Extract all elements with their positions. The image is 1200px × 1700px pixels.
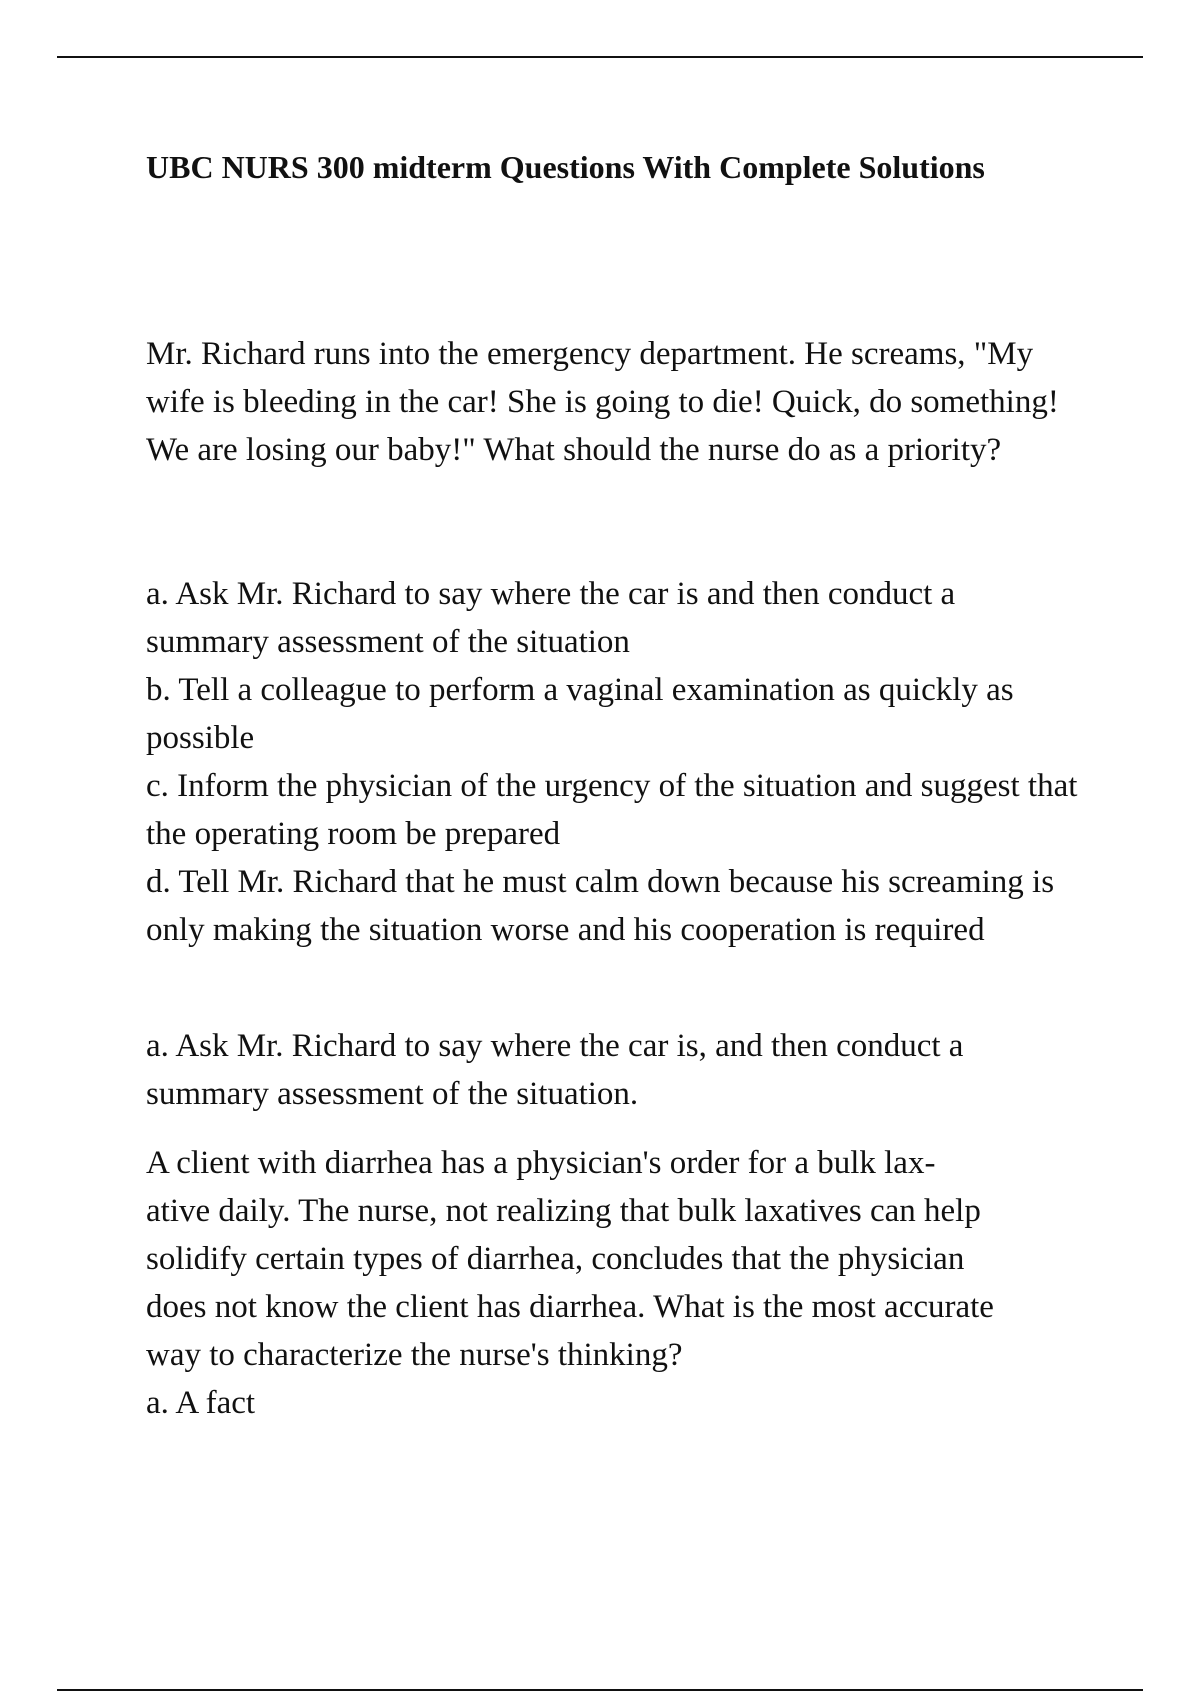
question-1-option-a: a. Ask Mr. Richard to say where the car is and then conduct a summary assessment of the situation xyxy=(146,576,956,660)
question-2-line: A client with diarrhea has a physician's order for a bulk lax- xyxy=(146,1145,936,1181)
question-1-options xyxy=(146,570,1086,954)
question-1-answer: a. Ask Mr. Richard to say where the car is, and then conduct a summary assessment of the situation. xyxy=(146,1028,964,1112)
question-2-line: ative daily. The nurse, not realizing that bulk laxatives can help xyxy=(146,1193,981,1229)
question-1-option-b: b. Tell a colleague to perform a vaginal examination as quickly as possible xyxy=(146,672,1014,756)
question-1-text: Mr. Richard runs into the emergency department. He screams, "My wife is bleeding in the car! She is going to die! Quick, do something! We are losing our baby!" What should the nurse do as a priority? xyxy=(146,336,1059,468)
question-2-option-a: a. A fact xyxy=(146,1385,256,1421)
document-title: UBC NURS 300 midterm Questions With Complete Solutions xyxy=(146,149,985,185)
question-2-line: way to characterize the nurse's thinking? xyxy=(146,1337,683,1373)
footer-rule xyxy=(57,1689,1143,1691)
question-1-option-c: c. Inform the physician of the urgency of the situation and suggest that the operating room be prepared xyxy=(146,768,1078,852)
question-2 xyxy=(146,1139,1086,1427)
question-2-line: solidify certain types of diarrhea, concludes that the physician xyxy=(146,1241,965,1277)
question-1-option-d: d. Tell Mr. Richard that he must calm down because his screaming is only making the situation worse and his cooperation is required xyxy=(146,864,1055,948)
header-rule xyxy=(57,56,1143,58)
question-2-line: does not know the client has diarrhea. What is the most accurate xyxy=(146,1289,994,1325)
